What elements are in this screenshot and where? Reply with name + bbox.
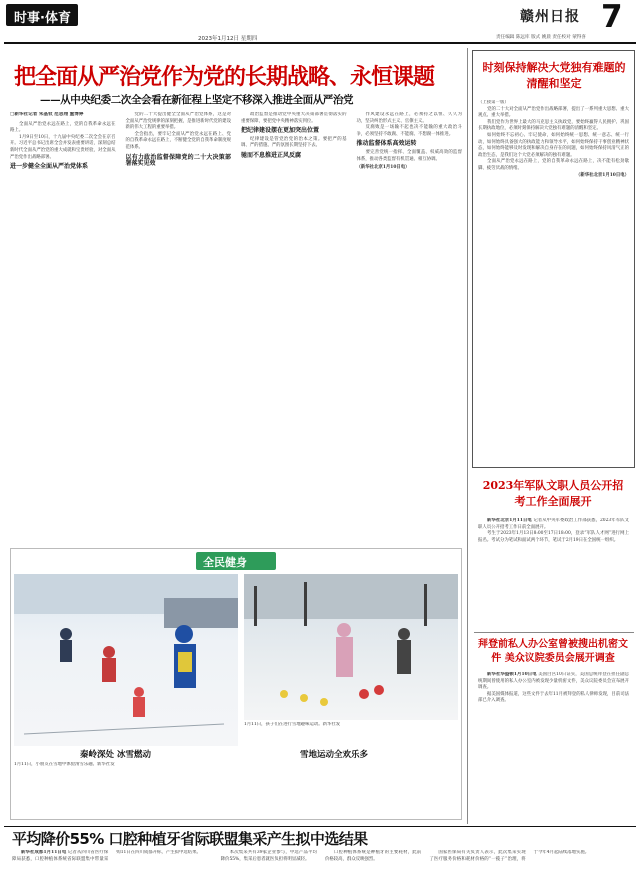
paragraph: 全面从严治党永远在路上，党的自我革命永远在路上，决不能有松劲歇脚、疲劳厌战的情绪。	[478, 159, 629, 171]
article-credit: 新华社成都1月11日电	[21, 850, 67, 855]
section-title: 时事·体育	[14, 11, 71, 26]
ski-photo	[14, 574, 238, 746]
header-rule	[4, 42, 636, 44]
commentary-headline: 时刻保持解决大党独有难题的清醒和坚定	[482, 61, 626, 90]
paragraph-text: 记者从四川省医疗保障局获悉，口腔种植体系统省际联盟集中带量采购11日在四川成都开标，产生拟中选结果。	[12, 850, 201, 862]
paragraph: 全面从严治党永远在路上，党的自我革命永远在路上。	[10, 121, 116, 134]
section-subhead: 把纪律建设摆在更加突出位置	[241, 127, 320, 135]
paragraph: 政治监督是推动党中央重大决策部署贯彻落实的重要保障，要把党中央精神落实到位。	[241, 112, 347, 124]
sidebar-divider	[474, 632, 634, 633]
section-subhead: 进一步健全全面从严治党体系	[10, 163, 89, 171]
page-number: 7	[601, 0, 623, 35]
paragraph	[478, 518, 629, 531]
masthead-logo: 赣州日报	[520, 9, 580, 25]
intro-note: （上接第一版）	[478, 100, 509, 105]
paragraph: 据美国媒体报道，这些文件于去年11月被拜登的私人律师发现，目前司法部已介入调查。	[478, 691, 629, 704]
snow-photo	[244, 574, 458, 720]
paragraph: 全会指出，要牢记全面从严治党永远在路上、党的自我革命永远在路上，不断健全党的自我革命制度规范体系。	[125, 131, 231, 150]
bottom-rule	[4, 826, 636, 827]
section-subhead: 以有力政治监督保障党的二十大决策部署落实见效	[125, 153, 231, 168]
exam-body	[478, 518, 629, 628]
section-subhead: 驰而不息推进正风反腐	[241, 151, 302, 159]
section-logo	[6, 4, 78, 26]
lawyer-body	[478, 672, 629, 822]
paragraph: 要完善党统一指挥、全面覆盖、权威高效的监督体系，推动各类监督有机贯通、相互协调。	[356, 149, 462, 162]
snow-scene-illustration	[244, 574, 458, 720]
paragraph: 作风建设永远在路上，必须持之以恒、久久为功，坚决纠治形式主义、官僚主义。	[356, 112, 462, 124]
byline: □新华社记者 朱基钗 范思翔 董博婷	[10, 112, 84, 117]
article-credit: （新华社北京1月10日电）	[356, 165, 410, 171]
paragraph-text: 美国白宫10日证实，美国总统拜登在担任副总统期间曾使用的私人办公室内被发现少量机密文件，美众议院委员会宣布展开调查。	[478, 672, 629, 691]
commentary-body	[478, 100, 629, 460]
paragraph: 本次集采共有39家企业参与，中选产品平均降价55%，集采后患者就医负担将明显减轻。	[220, 850, 317, 862]
issue-date: 2023年1月12日 星期四	[198, 36, 258, 42]
paragraph: 1月9日至10日，十九届中央纪委二次全会在京召开。习近平总书记出席全会并发表重要讲话，深刻总结新时代全面从严治党的重大成就和宝贵经验，对全面从严治党作出战略部署。	[10, 134, 116, 160]
paragraph-text: 记者从中央军委政治工作部获悉，2023年军队文职人员公开招考工作日前全面展开。	[478, 518, 629, 530]
paragraph: 口腔种植体系统是种植牙的主要耗材，此前价格较高，群众反映强烈。	[324, 850, 422, 862]
paragraph: 党的二十大提出健全全面从严治党体系，这是对全面从严治党规律的深刻把握，是推进新时代党的建设新的伟大工程的重要举措。	[125, 112, 231, 131]
bottom-article	[12, 850, 630, 894]
section-subhead: 推动监督体系高效运转	[356, 140, 417, 148]
paragraph: 我们党作为世界上最大的马克思主义执政党，要始终赢得人民拥护、巩固长期执政地位，必须时刻保持解决大党独有难题的清醒和坚定。	[478, 119, 629, 132]
lawyer-headline: 拜登前私人办公室曾被搜出机密文件 美众议院委员会展开调查	[478, 639, 628, 664]
exam-headline: 2023年军队文职人员公开招考工作全面展开	[482, 479, 624, 508]
right-photo-title: 雪地运动全欢乐多	[300, 750, 369, 760]
header-bar	[0, 0, 640, 42]
paragraph: 反腐败是一场输不起也决不能输的重大政治斗争，必须坚持不敢腐、不能腐、不想腐一体推进。	[356, 125, 462, 137]
bottom-headline: 平均降价55% 口腔种植牙省际联盟集采产生拟中选结果	[12, 830, 368, 848]
article-credit: 新华社华盛顿1月10日电	[487, 672, 537, 677]
paragraph: 国家医保局有关负责人表示，此次集采实现了医疗服务价格和耗材价格的“一揽子”治理，将于今年4月起陆续落地实施。	[429, 850, 590, 862]
photo-banner-label: 全民健身	[203, 556, 247, 569]
column-divider	[467, 48, 468, 824]
photo-banner	[196, 552, 276, 570]
paragraph: 考生于2023年1月13日8:00至17日18:00，登录“军队人才网”进行网上报名。考试分为笔试和面试两个环节，笔试于2月19日在全国统一组织。	[478, 531, 629, 543]
article-credit: （新华社北京1月10日电）	[575, 172, 629, 178]
lead-article	[10, 112, 462, 542]
article-credit: 新华社北京1月11日电	[487, 518, 532, 523]
paragraph	[12, 850, 213, 863]
paragraph	[478, 672, 629, 692]
ski-scene-illustration	[14, 574, 238, 746]
lead-subheadline: ——从中央纪委二次全会看在新征程上坚定不移深入推进全面从严治党	[40, 94, 354, 106]
right-photo-caption: 1月11日，孩子们在进行雪地趣味运动。新华社发	[244, 722, 341, 727]
paragraph: 纪律建设是管党治党的治本之策。要把严的基调、严的措施、严的氛围长期坚持下去。	[241, 136, 347, 149]
lead-headline: 把全面从严治党作为党的长期战略、永恒课题	[14, 65, 435, 90]
editors-line: 责任编辑 陈远库 版式 姚晨 责任校对 蒙得喜	[496, 35, 586, 40]
left-photo-title: 秦岭深处 冰雪燃动	[80, 750, 151, 760]
paragraph: 党的二十大对全面从严治党作出战略部署，提出了一系列重大思想、重大观点、重大举措。	[478, 106, 629, 119]
left-photo-caption: 1月11日，小朋友在雪地中体验滑雪乐趣。新华社发	[14, 762, 115, 767]
paragraph: 如何始终不忘初心、牢记使命，如何始终统一思想、统一意志、统一行动，如何始终具备强大的执政能力和领导水平，如何始终保持干事创业精神状态，如何始终能够及时发现和解决自身存在的问题，如何始终保持风清气正的政治生态，是我们这个大党必须解决的独有难题。	[478, 132, 629, 158]
